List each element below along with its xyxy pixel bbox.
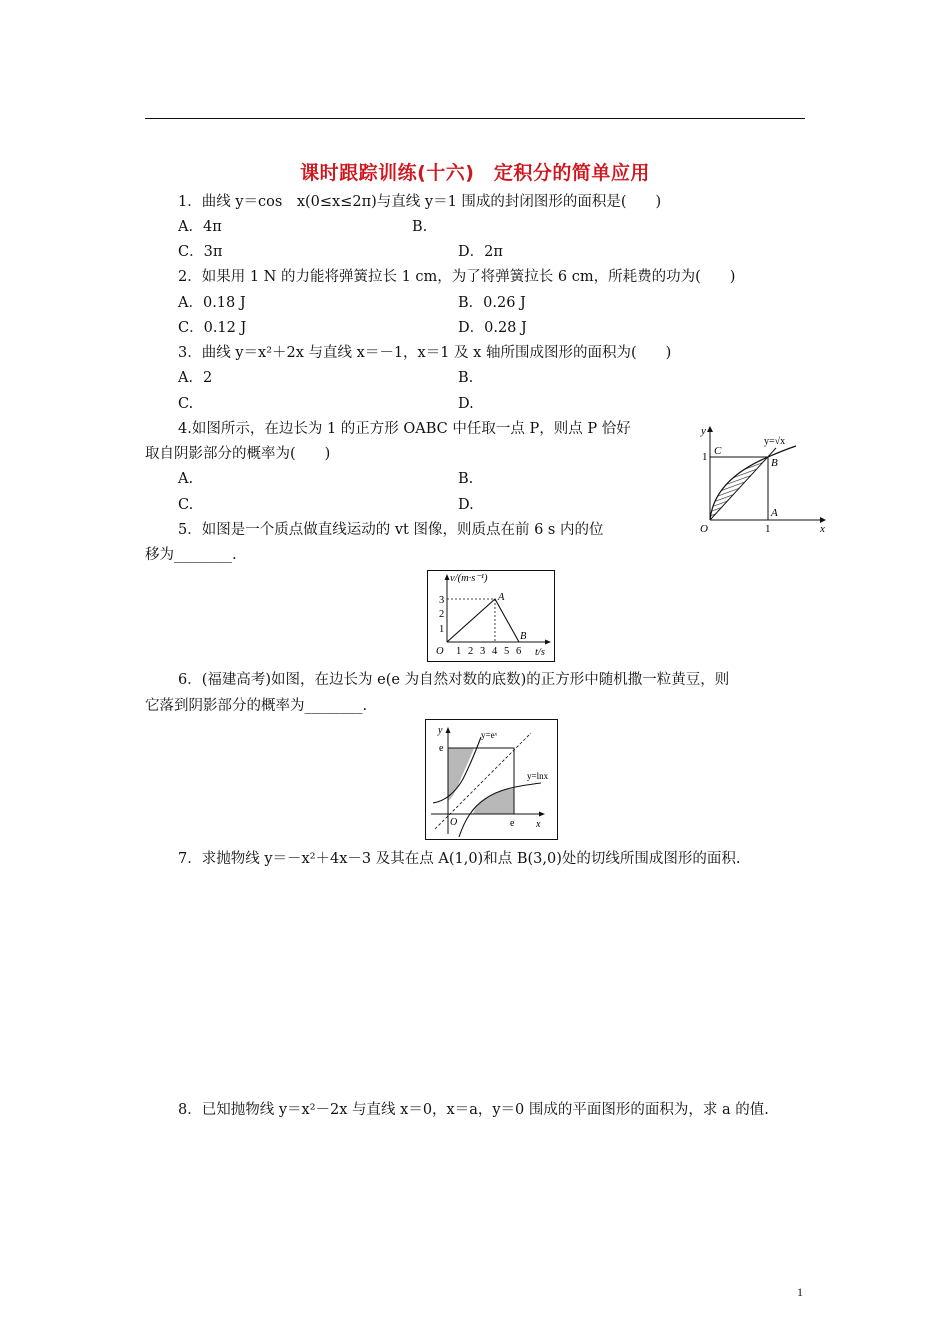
question-4-option-a: A.	[178, 471, 194, 487]
q4-y-axis-label: y	[701, 425, 706, 437]
q4-point-a-label: A	[771, 507, 778, 519]
question-2-option-a: A．0.18 J	[178, 295, 246, 311]
question-6-figure	[425, 719, 558, 840]
q6-e-x-label: e	[510, 818, 515, 829]
q4-x-axis-label: x	[820, 523, 825, 535]
question-1-option-a: A．4π	[178, 219, 222, 235]
question-1-option-c: C．3π	[178, 244, 223, 260]
question-1-option-b: B.	[412, 219, 428, 235]
q4-y-one-label: 1	[702, 451, 708, 463]
question-1-option-d: D．2π	[458, 244, 503, 260]
question-3-option-a: A．2	[178, 370, 213, 386]
q5-x-tick: 6	[516, 646, 522, 657]
question-4-stem-line2: 取自阴影部分的概率为( )	[145, 446, 331, 462]
question-3-option-d: D.	[458, 396, 474, 412]
q5-y-axis-label: v/(m·s⁻¹)	[450, 573, 488, 584]
q6-curve2-label: y=lnx	[527, 771, 549, 781]
q6-y-axis-label: y	[438, 725, 443, 736]
q5-point-a-label: A	[498, 592, 505, 603]
question-6-stem-line2: 它落到阴影部分的概率为________.	[145, 698, 368, 714]
q5-x-axis-label: t/s	[535, 647, 545, 658]
question-2-option-d: D．0.28 J	[458, 320, 527, 336]
q5-x-tick: 4	[492, 646, 498, 657]
question-2-option-c: C．0.12 J	[178, 320, 247, 336]
question-2-stem: 2．如果用 1 N 的力能将弹簧拉长 1 cm，为了将弹簧拉长 6 cm，所耗费的功为( )	[178, 269, 736, 285]
question-8-stem: 8．已知抛物线 y＝x²－2x 与直线 x＝0，x＝a，y＝0 围成的平面图形的面积为，求 a 的值.	[178, 1102, 769, 1118]
question-5-stem-line1: 5．如图是一个质点做直线运动的 vt 图像，则质点在前 6 s 内的位	[178, 522, 604, 538]
q4-origin-label: O	[700, 523, 708, 535]
question-4-stem-line1: 4.如图所示，在边长为 1 的正方形 OABC 中任取一点 P，则点 P 恰好	[178, 421, 631, 437]
question-5-figure	[427, 570, 555, 662]
question-1-stem: 1．曲线 y＝cos x(0≤x≤2π)与直线 y＝1 围成的封闭图形的面积是( )	[178, 194, 662, 210]
q5-origin-label: O	[436, 646, 444, 657]
q6-origin-label: O	[450, 817, 458, 828]
q4-x-one-label: 1	[765, 523, 771, 535]
q6-e-y-label: e	[439, 743, 444, 754]
q5-y-tick: 3	[439, 595, 445, 606]
q4-point-b-label: B	[771, 457, 778, 469]
page-number: 1	[797, 1285, 803, 1299]
question-3-stem: 3．曲线 y＝x²＋2x 与直线 x＝－1，x＝1 及 x 轴所围成图形的面积为( )	[178, 345, 672, 361]
question-4-option-c: C.	[178, 497, 194, 513]
question-4-option-b: B.	[458, 471, 474, 487]
question-6-stem-line1: 6．(福建高考)如图，在边长为 e(e 为自然对数的底数)的正方形中随机撒一粒黄豆，则	[178, 672, 730, 688]
question-3-option-b: B.	[458, 370, 474, 386]
q5-x-tick: 1	[456, 646, 462, 657]
question-7-stem: 7．求抛物线 y＝－x²＋4x－3 及其在点 A(1,0)和点 B(3,0)处的切线所围成图形的面积.	[178, 851, 741, 867]
question-2-option-b: B．0.26 J	[458, 295, 526, 311]
question-3-option-c: C.	[178, 396, 194, 412]
q6-x-axis-label: x	[536, 819, 541, 830]
q4-curve-label: y=√x	[764, 436, 786, 447]
q5-y-tick: 1	[439, 624, 445, 635]
q5-y-tick: 2	[439, 609, 445, 620]
q5-x-tick: 5	[504, 646, 510, 657]
question-4-option-d: D.	[458, 497, 474, 513]
question-4-figure	[692, 420, 832, 538]
q6-curve1-label: y=eˣ	[481, 730, 498, 740]
q5-point-b-label: B	[520, 631, 527, 642]
q5-x-tick: 3	[480, 646, 486, 657]
q5-x-tick: 2	[468, 646, 474, 657]
header-rule	[145, 118, 805, 119]
page-title: 课时跟踪训练(十六) 定积分的简单应用	[300, 162, 650, 184]
question-5-stem-line2: 移为________.	[145, 547, 237, 563]
q4-point-c-label: C	[714, 445, 722, 457]
